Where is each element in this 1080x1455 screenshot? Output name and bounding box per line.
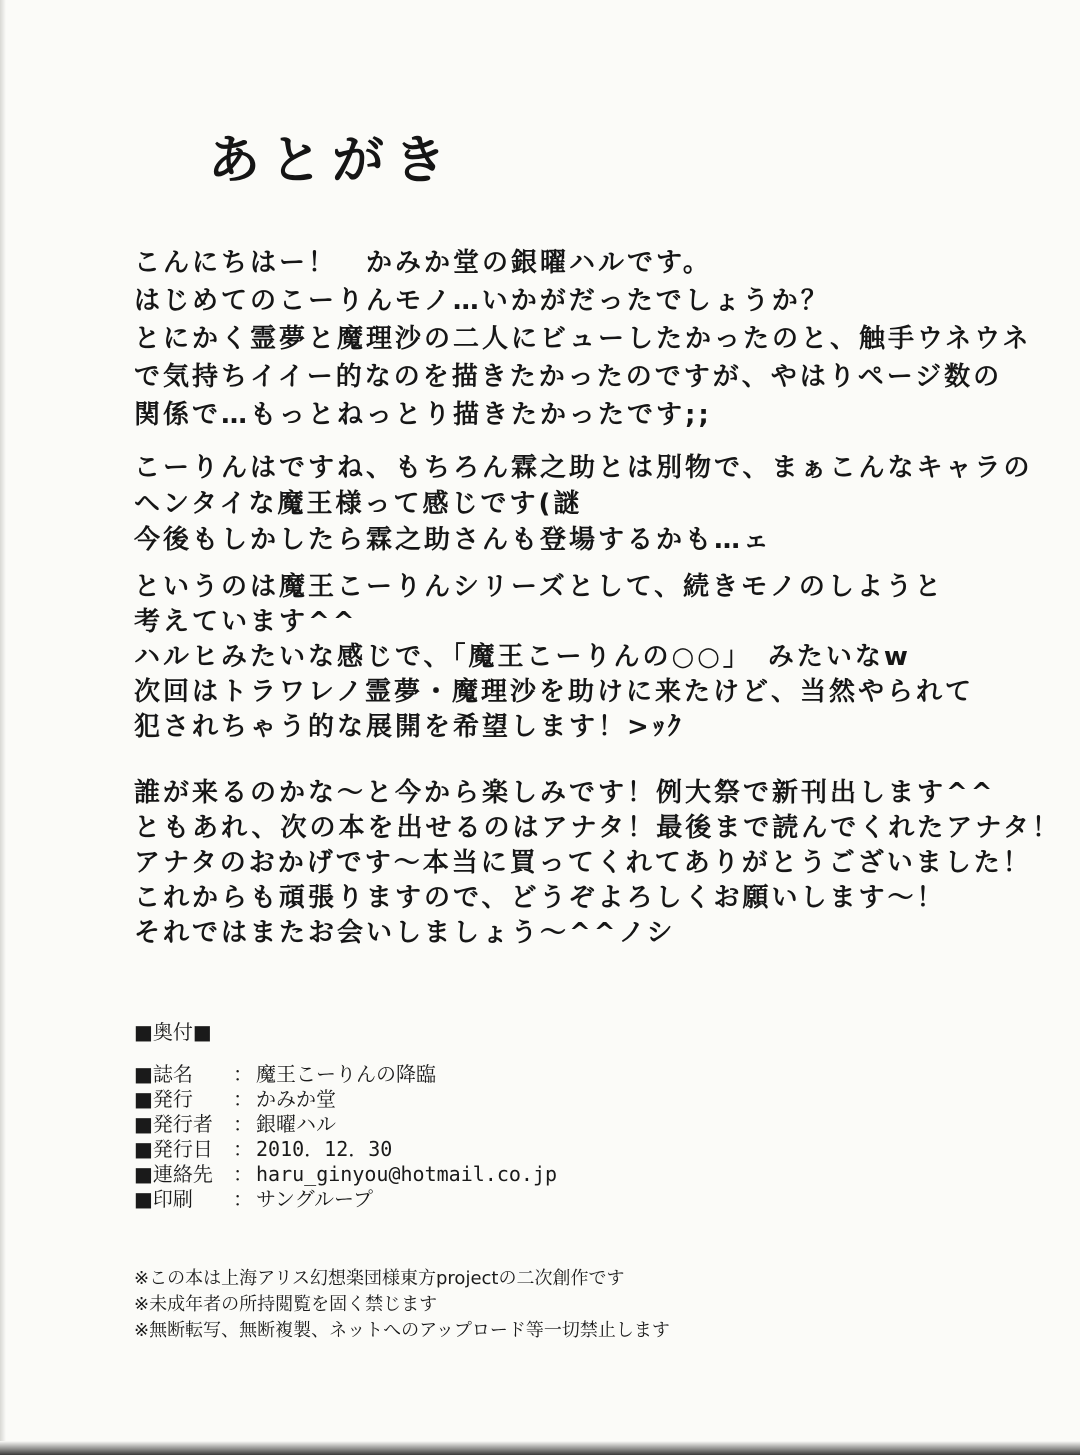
colophon-value: サングループ: [256, 1187, 373, 1211]
note-line: ※この本は上海アリス幻想楽団様東方projectの二次創作です: [134, 1268, 625, 1289]
paragraph-line: それではまたお会いしましょう～^^ノシ: [134, 918, 676, 948]
paragraph-line: こんにちはー！ かみか堂の銀曜ハルです。: [134, 248, 712, 278]
paragraph-line: 今後もしかしたら霖之助さんも登場するかも…ェ: [134, 525, 773, 555]
colophon-value: 魔王こーりんの降臨: [256, 1062, 436, 1086]
paragraph-line: 犯されちゃう的な展開を希望します！>ｯｸ: [134, 712, 684, 742]
paragraph-line: ハルヒみたいな感じで、「魔王こーりんの○○」 みたいなw: [134, 642, 911, 672]
colophon-label: ■発行者: [134, 1112, 213, 1136]
colophon-table: [134, 1062, 557, 1212]
contact-email: haru_ginyou@hotmail.co.jp: [256, 1162, 558, 1186]
paragraph-line: ともあれ、次の本を出せるのはアナタ！最後まで読んでくれたアナタ！: [134, 813, 1061, 843]
colophon-separator: ：: [233, 1087, 253, 1111]
colophon-value: 2010．12．30: [256, 1137, 393, 1161]
paragraph-line: はじめてのこーりんモノ…いかがだったでしょうか？: [134, 286, 830, 316]
colophon-separator: ：: [233, 1112, 253, 1136]
afterword-paragraph-2: [134, 450, 1032, 558]
paragraph-line: 関係で…もっとねっとり描きたかったです;;: [134, 400, 712, 430]
colophon-row-publisher: [134, 1087, 557, 1112]
colophon-label: ■印刷: [134, 1187, 193, 1211]
paragraph-line: こーりんはですね、もちろん霖之助とは別物で、まぁこんなキャラの: [134, 453, 1033, 483]
paragraph-line: で気持ちイイー的なのを描きたかったのですが、やはりページ数の: [134, 362, 1003, 392]
paragraph-line: というのは魔王こーりんシリーズとして、続きモノのしようと: [134, 572, 944, 602]
note-line: ※無断転写、無断複製、ネットへのアップロード等一切禁止します: [134, 1320, 670, 1341]
colophon-label: ■誌名: [134, 1062, 193, 1086]
paragraph-line: これからも頑張りますので、どうぞよろしくお願いします～！: [134, 883, 946, 913]
paragraph-line: 誰が来るのかな～と今から楽しみです！例大祭で新刊出します^^: [134, 778, 996, 808]
colophon-label: ■連絡先: [134, 1162, 213, 1186]
colophon-value: 銀曜ハル: [256, 1112, 336, 1136]
paragraph-line: ヘンタイな魔王様って感じです(謎: [134, 489, 583, 519]
colophon-row-printer: [134, 1187, 557, 1212]
scan-edge-bottom: [0, 1441, 1080, 1455]
note-line: ※未成年者の所持閲覧を固く禁じます: [134, 1294, 438, 1315]
notes-block: [134, 1266, 670, 1344]
colophon-row-title: [134, 1062, 557, 1087]
paragraph-line: アナタのおかげです～本当に買ってくれてありがとうございました！: [134, 848, 1032, 878]
colophon-value: かみか堂: [256, 1087, 336, 1111]
paragraph-line: とにかく霊夢と魔理沙の二人にビューしたかったのと、触手ウネウネ: [134, 324, 1032, 354]
colophon-separator: ：: [233, 1162, 253, 1186]
afterword-paragraph-1: [134, 244, 1031, 434]
paragraph-line: 考えています^^: [134, 607, 358, 637]
afterword-paragraph-3: [134, 570, 974, 745]
colophon-label: ■発行日: [134, 1137, 213, 1161]
paragraph-line: 次回はトラワレノ霊夢・魔理沙を助けに来たけど、当然やられて: [134, 677, 974, 707]
colophon-separator: ：: [233, 1187, 253, 1211]
colophon-row-issuer: [134, 1112, 557, 1137]
colophon-row-contact: [134, 1162, 557, 1187]
colophon-heading: ■奥付■: [134, 1020, 212, 1044]
colophon-separator: ：: [233, 1062, 253, 1086]
afterword-paragraph-4: [134, 776, 1061, 951]
colophon-row-date: [134, 1137, 557, 1162]
colophon-separator: ：: [233, 1137, 253, 1161]
page-title: あとがき: [208, 131, 457, 191]
scan-edge-left: [0, 0, 6, 1455]
colophon-label: ■発行: [134, 1087, 193, 1111]
